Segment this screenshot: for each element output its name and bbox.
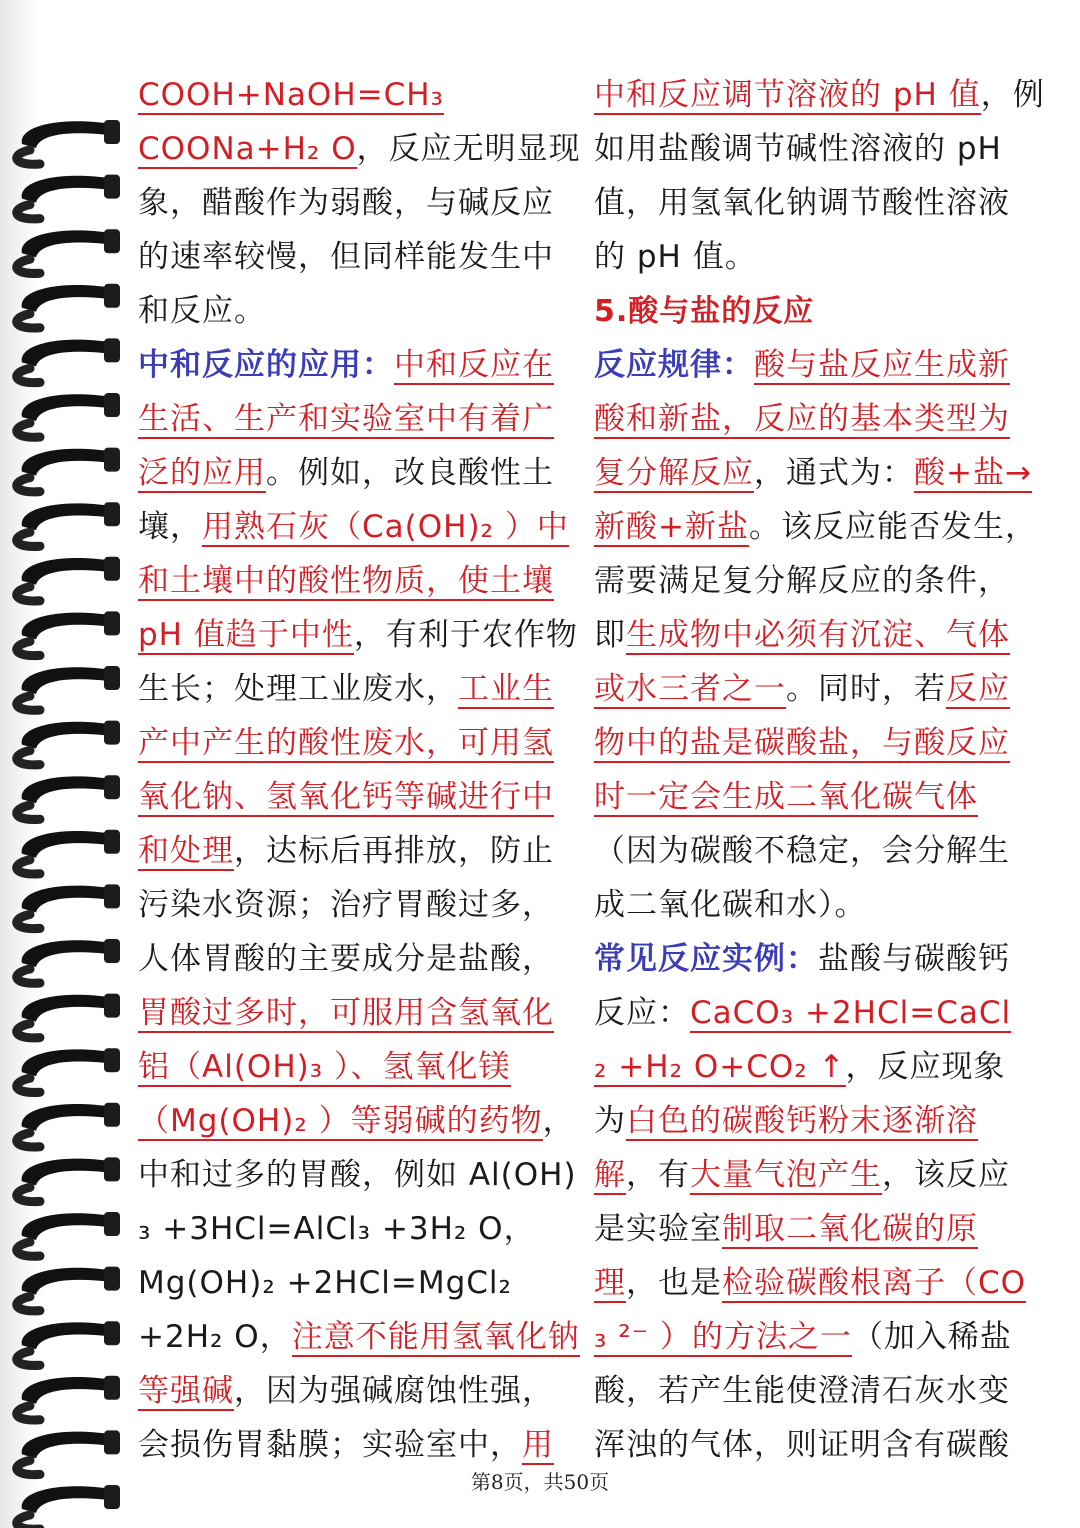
text-line [138,608,578,662]
binding-hole [104,448,120,472]
text-line [138,176,578,230]
text-line [594,1040,1034,1094]
text-line [138,554,578,608]
body-text: 会损伤胃黏膜；实验室中， [138,1427,522,1463]
body-text: 壤， [138,509,202,545]
text-line [594,608,1034,662]
highlight-text: 生活、生产和实验室中有着广 [138,401,554,437]
body-text: 即 [594,617,626,653]
binding-hole [104,284,120,308]
text-line [594,68,1045,122]
body-text: ，达标后再排放，防止 [234,833,554,869]
body-text: 。同时，若 [786,671,946,707]
binding-hole [104,393,120,417]
body-text: ，该反应 [882,1157,1010,1193]
body-text: 象，醋酸作为弱酸，与碱反应 [138,185,554,221]
highlight-text: 大量气泡产生 [690,1157,882,1193]
text-line [138,500,578,554]
highlight-text: CaCO₃ +2HCl=CaCl [690,995,1012,1031]
highlight-text: 用熟石灰（Ca(OH)₂ ）中 [202,509,569,545]
highlight-text: 酸与盐反应生成新 [754,347,1010,383]
text-line [138,824,578,878]
text-line [138,1418,578,1472]
text-line [138,986,578,1040]
text-line [594,662,1034,716]
body-text: 人体胃酸的主要成分是盐酸， [138,941,554,977]
text-line [594,824,1034,878]
text-line [594,932,1034,986]
body-text: 是实验室 [594,1211,722,1247]
highlight-text: 和土壤中的酸性物质，使土壤 [138,563,554,599]
body-text: ，也是 [626,1265,722,1301]
text-line [138,338,578,392]
body-text: ₃ +3HCl=AlCl₃ +3H₂ O， [138,1211,536,1247]
highlight-text: 时一定会生成二氧化碳气体 [594,779,978,815]
body-text: 成二氧化碳和水）。 [594,887,867,923]
text-line [138,284,578,338]
right-column [594,68,1045,1472]
body-text: ，因为强碱腐蚀性强， [234,1373,554,1409]
page-number: 第8页，共50页 [470,1470,610,1494]
binding-hole [104,557,120,581]
text-line [594,554,1034,608]
text-line [138,1202,578,1256]
text-line [594,1310,1034,1364]
binding-hole [104,1212,120,1236]
binding-hole [104,775,120,799]
highlight-text: 白色的碳酸钙粉末逐渐溶 [626,1103,978,1139]
body-text: 需要满足复分解反应的条件， [594,563,1010,599]
body-text: 盐酸与碳酸钙 [818,941,1010,977]
body-text: ，反应现象 [845,1049,1006,1085]
highlight-text: ₂ +H₂ O+CO₂ ↑ [594,1049,846,1085]
highlight-text: 酸+盐→ [914,455,1032,491]
body-text: 和反应。 [138,293,266,329]
binding-hole [104,1048,120,1072]
text-line [138,392,578,446]
text-line [594,1202,1034,1256]
body-text: ，有利于农作物 [353,617,578,653]
body-text: ， [542,1103,575,1139]
highlight-text: （Mg(OH)₂ ）等弱碱的药物 [138,1103,543,1139]
text-line [594,392,1034,446]
left-column [138,68,581,1472]
binding-hole [104,1103,120,1127]
binding-hole [104,1267,120,1291]
text-line [594,1094,1034,1148]
body-text: 污染水资源；治疗胃酸过多， [138,887,554,923]
binding-hole [104,175,120,199]
text-line [138,878,578,932]
highlight-text: 酸和新盐，反应的基本类型为 [594,401,1010,437]
binding-hole [104,721,120,745]
text-line [138,1148,578,1202]
text-line [594,338,1034,392]
text-line [594,500,1037,554]
highlight-text: 中和反应调节溶液的 pH 值 [594,77,981,113]
text-line [138,1094,578,1148]
highlight-text: COOH+NaOH=CH₃ [138,77,444,113]
text-line [594,446,1034,500]
text-line [594,176,1034,230]
body-text: +2H₂ O， [138,1319,292,1355]
body-text: ，有 [626,1157,690,1193]
binding-hole [104,1376,120,1400]
label-text: 常见反应实例： [594,941,818,977]
text-line [138,1310,578,1364]
highlight-text: 胃酸过多时，可服用含氢氧化 [138,995,554,1031]
binding-hole [104,120,120,144]
binding-hole [104,994,120,1018]
binding-hole [104,830,120,854]
label-text: 反应规律： [594,347,754,383]
binding-hole [104,1157,120,1181]
text-line [138,932,578,986]
highlight-text: 复分解反应 [594,455,754,491]
binding-hole [104,229,120,253]
body-text: ，通式为： [754,455,914,491]
text-line [594,986,1034,1040]
highlight-text: 检验碳酸根离子（CO [722,1265,1027,1301]
text-line [138,770,578,824]
binding-hole [104,338,120,362]
highlight-text: 物中的盐是碳酸盐，与酸反应 [594,725,1010,761]
body-text: 。例如，改良酸性土 [266,455,554,491]
binding-hole [104,939,120,963]
text-line [138,1040,578,1094]
highlight-text: 注意不能用氢氧化钠 [291,1319,580,1355]
body-text: ，反应无明显现 [356,131,581,167]
highlight-text: 新酸+新盐 [594,509,749,545]
highlight-text: 产中产生的酸性废水，可用氢 [138,725,554,761]
binding-hole [104,1430,120,1454]
body-text: （加入稀盐 [851,1319,1012,1355]
highlight-text: 反应 [946,671,1010,707]
highlight-text: 制取二氧化碳的原 [722,1211,978,1247]
text-line [594,284,1034,338]
text-line [594,716,1034,770]
highlight-text: 用 [522,1427,554,1463]
binding-hole [104,666,120,690]
body-text: 为 [594,1103,626,1139]
body-text: 值，用氢氧化钠调节酸性溶液 [594,185,1010,221]
text-line [138,446,578,500]
binding-hole [104,884,120,908]
text-line [594,770,1034,824]
highlight-text: 解 [594,1157,626,1193]
binding-hole [104,1321,120,1345]
body-text: ，例 [980,77,1045,113]
text-line [594,1364,1034,1418]
highlight-text: COONa+H₂ O [138,131,357,167]
highlight-text: 中和反应在 [394,347,554,383]
highlight-text: ₃ ²⁻ ）的方法之一 [594,1319,852,1355]
section-heading: 5.酸与盐的反应 [594,294,815,329]
body-text: 。该反应能否发生， [748,509,1037,545]
text-line [594,230,1034,284]
text-line [138,68,578,122]
highlight-text: 或水三者之一 [594,671,786,707]
body-text: （因为碳酸不稳定，会分解生 [594,833,1010,869]
text-line [138,230,578,284]
highlight-text: 等强碱 [138,1373,234,1409]
binding-hole [104,502,120,526]
text-line [594,1256,1034,1310]
body-text: Mg(OH)₂ +2HCl=MgCl₂ [138,1265,512,1301]
highlight-text: 工业生 [458,671,554,707]
body-text: 如用盐酸调节碱性溶液的 pH [594,131,1002,167]
highlight-text: 生成物中必须有沉淀、气体 [626,617,1010,653]
body-text: 浑浊的气体，则证明含有碳酸 [594,1427,1010,1463]
body-text: 酸，若产生能使澄清石灰水变 [594,1373,1010,1409]
body-text: 生长；处理工业废水， [138,671,458,707]
text-line [138,662,578,716]
text-line [138,716,578,770]
spiral-binding [0,0,130,1528]
body-text: 中和过多的胃酸，例如 Al(OH) [138,1157,577,1193]
text-line [138,122,581,176]
highlight-text: 氧化钠、氢氧化钙等碱进行中 [138,779,554,815]
label-text: 中和反应的应用： [138,347,394,383]
highlight-text: 理 [594,1265,626,1301]
body-text: 的速率较慢，但同样能发生中 [138,239,554,275]
highlight-text: 和处理 [138,833,234,869]
text-line [594,878,1034,932]
text-line [138,1256,578,1310]
text-line [594,1148,1034,1202]
text-line [138,1364,578,1418]
body-text: 的 pH 值。 [594,239,757,275]
highlight-text: 泛的应用 [138,455,266,491]
highlight-text: pH 值趋于中性 [138,617,354,653]
text-line [594,1418,1034,1472]
binding-hole [104,611,120,635]
highlight-text: 铝（Al(OH)₃ ）、氢氧化镁 [138,1049,511,1085]
text-line [594,122,1034,176]
body-text: 反应： [594,995,690,1031]
